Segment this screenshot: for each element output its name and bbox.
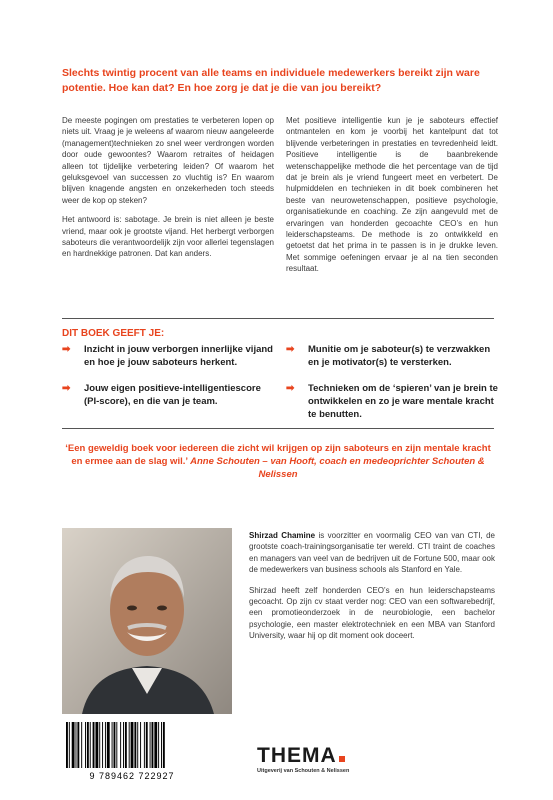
barcode-bar	[129, 722, 130, 768]
barcode-bar	[77, 722, 79, 768]
barcode-bar	[158, 722, 159, 768]
benefit-text: Inzicht in jouw verborgen innerlijke vijand en hoe je jouw saboteurs herkent.	[84, 344, 273, 368]
barcode-bar	[131, 722, 134, 768]
quote	[62, 442, 494, 481]
barcode-bar	[87, 722, 89, 768]
barcode-bar	[123, 722, 124, 768]
barcode-bar	[112, 722, 113, 768]
benefit-item	[62, 382, 274, 408]
barcode-bar	[102, 722, 103, 768]
benefit-text: Munitie om je saboteur(s) te verzwakken en je motivator(s) te versterken.	[308, 344, 491, 368]
benefit-item	[286, 343, 498, 369]
benefit-text: Jouw eigen positieve-intelligentiescore (PI-score), en die van je team.	[84, 383, 261, 407]
barcode-bar	[76, 722, 77, 768]
barcode-bar	[114, 722, 116, 768]
logo-dot	[339, 756, 345, 762]
right-text-column	[286, 115, 498, 275]
logo-text: THEMA	[257, 744, 337, 767]
barcode-bar	[105, 722, 106, 768]
barcode-bar	[116, 722, 117, 768]
arrow-right-icon: ➡	[62, 344, 71, 355]
paragraph: Met positieve intelligentie kun je je saboteurs effectief ontmantelen en kom je voorbij het kantelpunt dat tot blijvende verbeteringen in prestaties en tevredenheid leidt. Positieve intelligentie is de baanbrekende wetenschappelijke methode die het percentage van de tijd dat je brein als je vriend fungeert meet en verbetert. De hulpmiddelen en technieken in dit boek combineren het beste van neurowetenschappen, positieve psychologie, organisatiekunde en coaching. Ze zijn aangevuld met de ervaringen van honderden gecoachte CEO’s en hun leiderschapsteams. De methode is zo ontwikkeld en getoetst dat het prima in te passen is in je drukke leven. Met sommige oefeningen ervaar je al na tien seconden resultaat.	[286, 116, 498, 274]
bio-text: is voorzitter en voormalig CEO van van CTI, de grootste coach-trainingsorganisatie ter wereld. CTI traint de coaches en managers van veel van de bedrijven uit de Fortune 500, maar ook de medewerkers van business schools als Stanford en Yale.	[249, 531, 495, 575]
barcode-bar	[150, 722, 151, 768]
barcode-bar	[69, 722, 70, 768]
barcode-bar	[125, 722, 127, 768]
barcode-bar	[95, 722, 98, 768]
barcode-bar	[146, 722, 148, 768]
headline: Slechts twintig procent van alle teams en individuele medewerkers bereikt zijn ware potentie. Hoe kan dat? En hoe zorg je dat je die van jou bereikt?	[62, 67, 480, 94]
barcode-bar	[134, 722, 136, 768]
barcode-bar	[140, 722, 141, 768]
divider	[62, 428, 494, 429]
barcode-bar	[144, 722, 145, 768]
barcode-bar	[154, 722, 157, 768]
benefits-right	[286, 343, 498, 421]
arrow-right-icon: ➡	[62, 383, 71, 394]
barcode-bar	[163, 722, 165, 768]
barcode-bar	[137, 722, 138, 768]
barcode-bar	[152, 722, 154, 768]
publisher-logo	[257, 744, 345, 768]
barcode-bar	[93, 722, 95, 768]
bio-paragraph: Shirzad heeft zelf honderden CEO’s en hun leiderschapsteams gecoacht. Op zijn cv staat verder nog: CEO van een softwarebedrijf, een promotieonderzoek in de neurobiologie, een bachelor psychologie, een master elektrotechniek en een MBA van Stanford University, waar hij op dit moment ook doceert.	[249, 585, 495, 641]
benefits-left	[62, 343, 274, 408]
author-photo	[62, 528, 232, 714]
benefit-item	[62, 343, 274, 369]
barcode-bar	[72, 722, 75, 768]
bio-paragraph	[249, 530, 495, 576]
benefit-text: Technieken om de ‘spieren’ van je brein te ontwikkelen en zo je ware mentale kracht te benutten.	[308, 383, 498, 420]
benefit-item	[286, 382, 498, 421]
paragraph: Het antwoord is: sabotage. Je brein is niet alleen je beste vriend, maar ook je grootste vijand. Het herbergt verborgen saboteurs die verantwoordelijk zijn voor allerlei tegenslagen en hardnekkige patronen. Dat kan anders.	[62, 215, 274, 259]
barcode-bar	[85, 722, 86, 768]
barcode-bar	[81, 722, 82, 768]
paragraph: De meeste pogingen om prestaties te verbeteren lopen op niets uit. Vraag je je weleens af waarom nieuw aangeleerde (management)technieken zo snel weer verdrongen worden door oude gewoontes? Waarom retraites of heidagen alleen tot tijdelijke verbetering leiden? Of waarom het geluksgevoel van successen zo vluchtig is? En waarom blijven knagende angsten en onzekerheden toch steeds weer de kop op steken?	[62, 116, 274, 205]
barcode-bar	[120, 722, 121, 768]
barcode-bar	[66, 722, 68, 768]
barcode-bar	[90, 722, 91, 768]
arrow-right-icon: ➡	[286, 344, 295, 355]
publisher-subtitle: Uitgeverij van Schouten & Nelissen	[257, 768, 350, 774]
author-name: Shirzad Chamine	[249, 531, 316, 540]
quote-attribution: Anne Schouten – van Hooft, coach en medeoprichter Schouten & Nelissen	[190, 456, 485, 480]
arrow-right-icon: ➡	[286, 383, 295, 394]
author-bio	[249, 530, 495, 651]
divider	[62, 318, 494, 319]
left-text-column	[62, 115, 274, 260]
benefits-title: DIT BOEK GEEFT JE:	[62, 328, 165, 339]
barcode-bar	[99, 722, 100, 768]
barcode-bar	[161, 722, 162, 768]
isbn-number: 9 789462 722927	[89, 771, 175, 781]
barcode-bar	[107, 722, 110, 768]
quote-text: ‘Een geweldig boek voor iedereen die zicht wil krijgen op zijn saboteurs en zijn mentale kracht en ermee aan de slag wil.’	[65, 443, 491, 467]
